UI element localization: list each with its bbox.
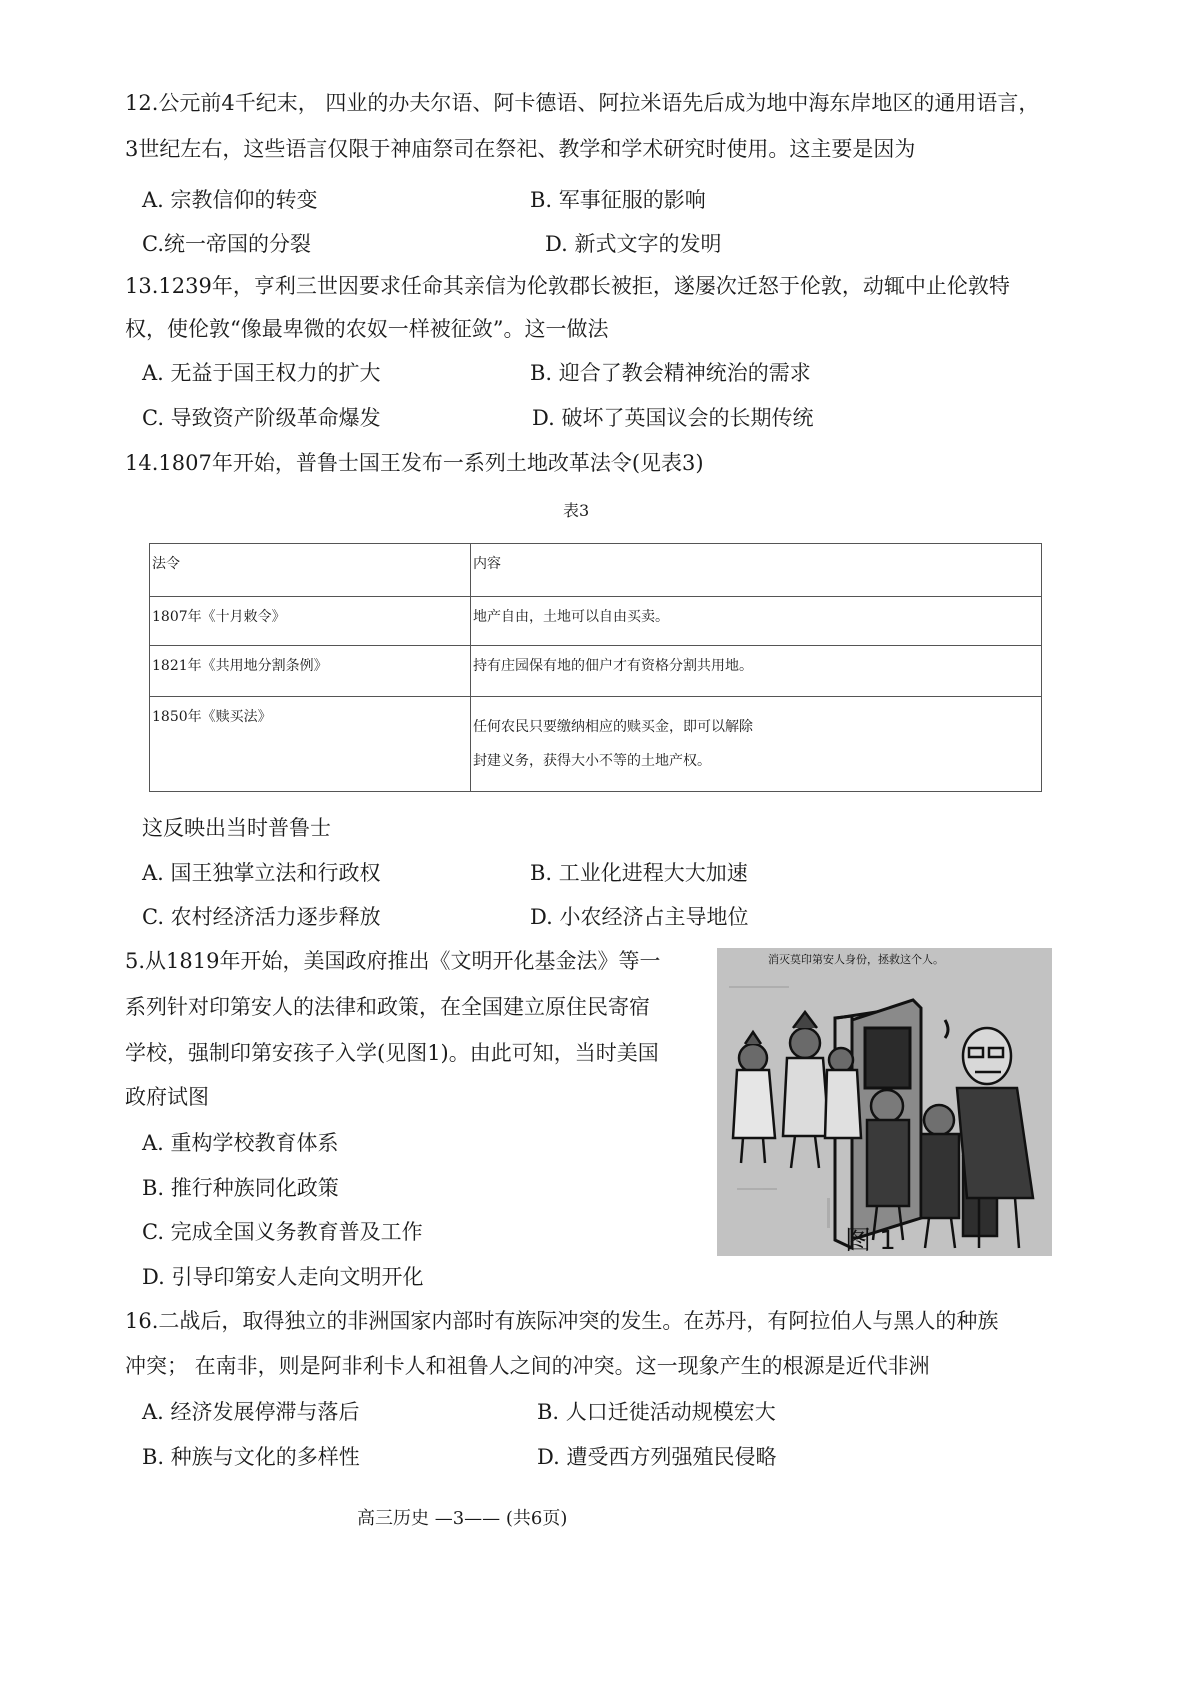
table-header-row <box>150 544 1042 597</box>
q16-option-a: A. 经济发展停滞与落后 <box>142 1400 360 1424</box>
land-reform-table <box>149 543 1042 792</box>
table-cell-content-line1: 任何农民只要缴纳相应的赎买金，即可以解除 <box>473 719 753 735</box>
table-row <box>150 597 1042 646</box>
q15-stem-line2: 系列针对印第安人的法律和政策，在全国建立原住民寄宿 <box>125 995 650 1019</box>
table-header-law: 法令 <box>150 544 471 597</box>
q12-stem-line1: 12.公元前4千纪末， 四业的办夫尔语、阿卡德语、阿拉米语先后成为地中海东岸地区的通用语言， <box>125 91 1040 115</box>
q15-stem-line3: 学校，强制印第安孩子入学(见图1)。由此可知，当时美国 <box>125 1041 659 1065</box>
q16-option-d: D. 遭受西方列强殖民侵略 <box>537 1445 777 1469</box>
q13-option-c: C. 导致资产阶级革命爆发 <box>142 406 381 430</box>
table-cell-content: 持有庄园保有地的佃户才有资格分割共用地。 <box>471 646 1042 697</box>
figure-1-label: 图 1 <box>845 1226 896 1256</box>
q16-stem-line2: 冲突； 在南非，则是阿非利卡人和祖鲁人之间的冲突。这一现象产生的根源是近代非洲 <box>125 1354 930 1378</box>
q15-stem-line4: 政府试图 <box>125 1085 209 1109</box>
figure-1-cartoon <box>717 948 1052 1256</box>
q16-stem-line1: 16.二战后，取得独立的非洲国家内部时有族际冲突的发生。在苏丹，有阿拉伯人与黑人的种族 <box>125 1309 999 1333</box>
q13-option-b: B. 迎合了教会精神统治的需求 <box>530 361 811 385</box>
q14-option-a: A. 国王独掌立法和行政权 <box>142 861 381 885</box>
q12-option-b: B. 军事征服的影响 <box>530 188 706 212</box>
q13-option-d: D. 破坏了英国议会的长期传统 <box>532 406 814 430</box>
q15-option-d: D. 引导印第安人走向文明开化 <box>142 1265 424 1289</box>
q14-stem-after: 这反映出当时普鲁士 <box>142 816 331 840</box>
q16-option-c: B. 种族与文化的多样性 <box>142 1445 360 1469</box>
q16-option-b: B. 人口迁徙活动规模宏大 <box>537 1400 776 1424</box>
table-caption: 表3 <box>563 501 590 520</box>
table-row <box>150 646 1042 697</box>
table-cell-law: 1807年《十月敕令》 <box>150 597 471 646</box>
q14-option-c: C. 农村经济活力逐步释放 <box>142 905 381 929</box>
figure-1-top-caption: 消灭莫印第安人身份，拯救这个人。 <box>768 953 944 966</box>
q12-option-a: A. 宗教信仰的转变 <box>142 188 318 212</box>
q12-stem-line2: 3世纪左右，这些语言仅限于神庙祭司在祭祀、教学和学术研究时使用。这主要是因为 <box>125 137 916 161</box>
q15-stem-line1: 5.从1819年开始，美国政府推出《文明开化基金法》等一 <box>125 949 661 973</box>
table-cell-law: 1850年《赎买法》 <box>150 697 471 792</box>
q15-option-b: B. 推行种族同化政策 <box>142 1176 339 1200</box>
q13-stem-line1: 13.1239年，亨利三世因要求任命其亲信为伦敦郡长被拒，遂屡次迁怒于伦敦，动辄中止伦敦特 <box>125 274 1010 298</box>
q14-option-d: D. 小农经济占主导地位 <box>530 905 749 929</box>
table-cell-content: 地产自由，土地可以自由买卖。 <box>471 597 1042 646</box>
table-cell-content-line2: 封建义务，获得大小不等的土地产权。 <box>473 753 711 769</box>
cartoon-illustration <box>717 948 1052 1256</box>
q12-option-d: D. 新式文字的发明 <box>545 232 722 256</box>
page-footer: 高三历史 —3—— (共6页) <box>357 1508 568 1529</box>
table-cell-law: 1821年《共用地分割条例》 <box>150 646 471 697</box>
table-row <box>150 697 1042 792</box>
table-header-content: 内容 <box>471 544 1042 597</box>
q15-option-a: A. 重构学校教育体系 <box>142 1131 339 1155</box>
q15-option-c: C. 完成全国义务教育普及工作 <box>142 1220 423 1244</box>
q14-option-b: B. 工业化进程大大加速 <box>530 861 748 885</box>
q14-stem-line1: 14.1807年开始，普鲁士国王发布一系列土地改革法令(见表3) <box>125 451 704 475</box>
q13-option-a: A. 无益于国王权力的扩大 <box>142 361 381 385</box>
table-cell-content <box>471 697 1042 792</box>
q13-stem-line2: 权，使伦敦“像最卑微的农奴一样被征敛”。这一做法 <box>125 317 609 341</box>
q12-option-c: C.统一帝国的分裂 <box>142 232 311 256</box>
